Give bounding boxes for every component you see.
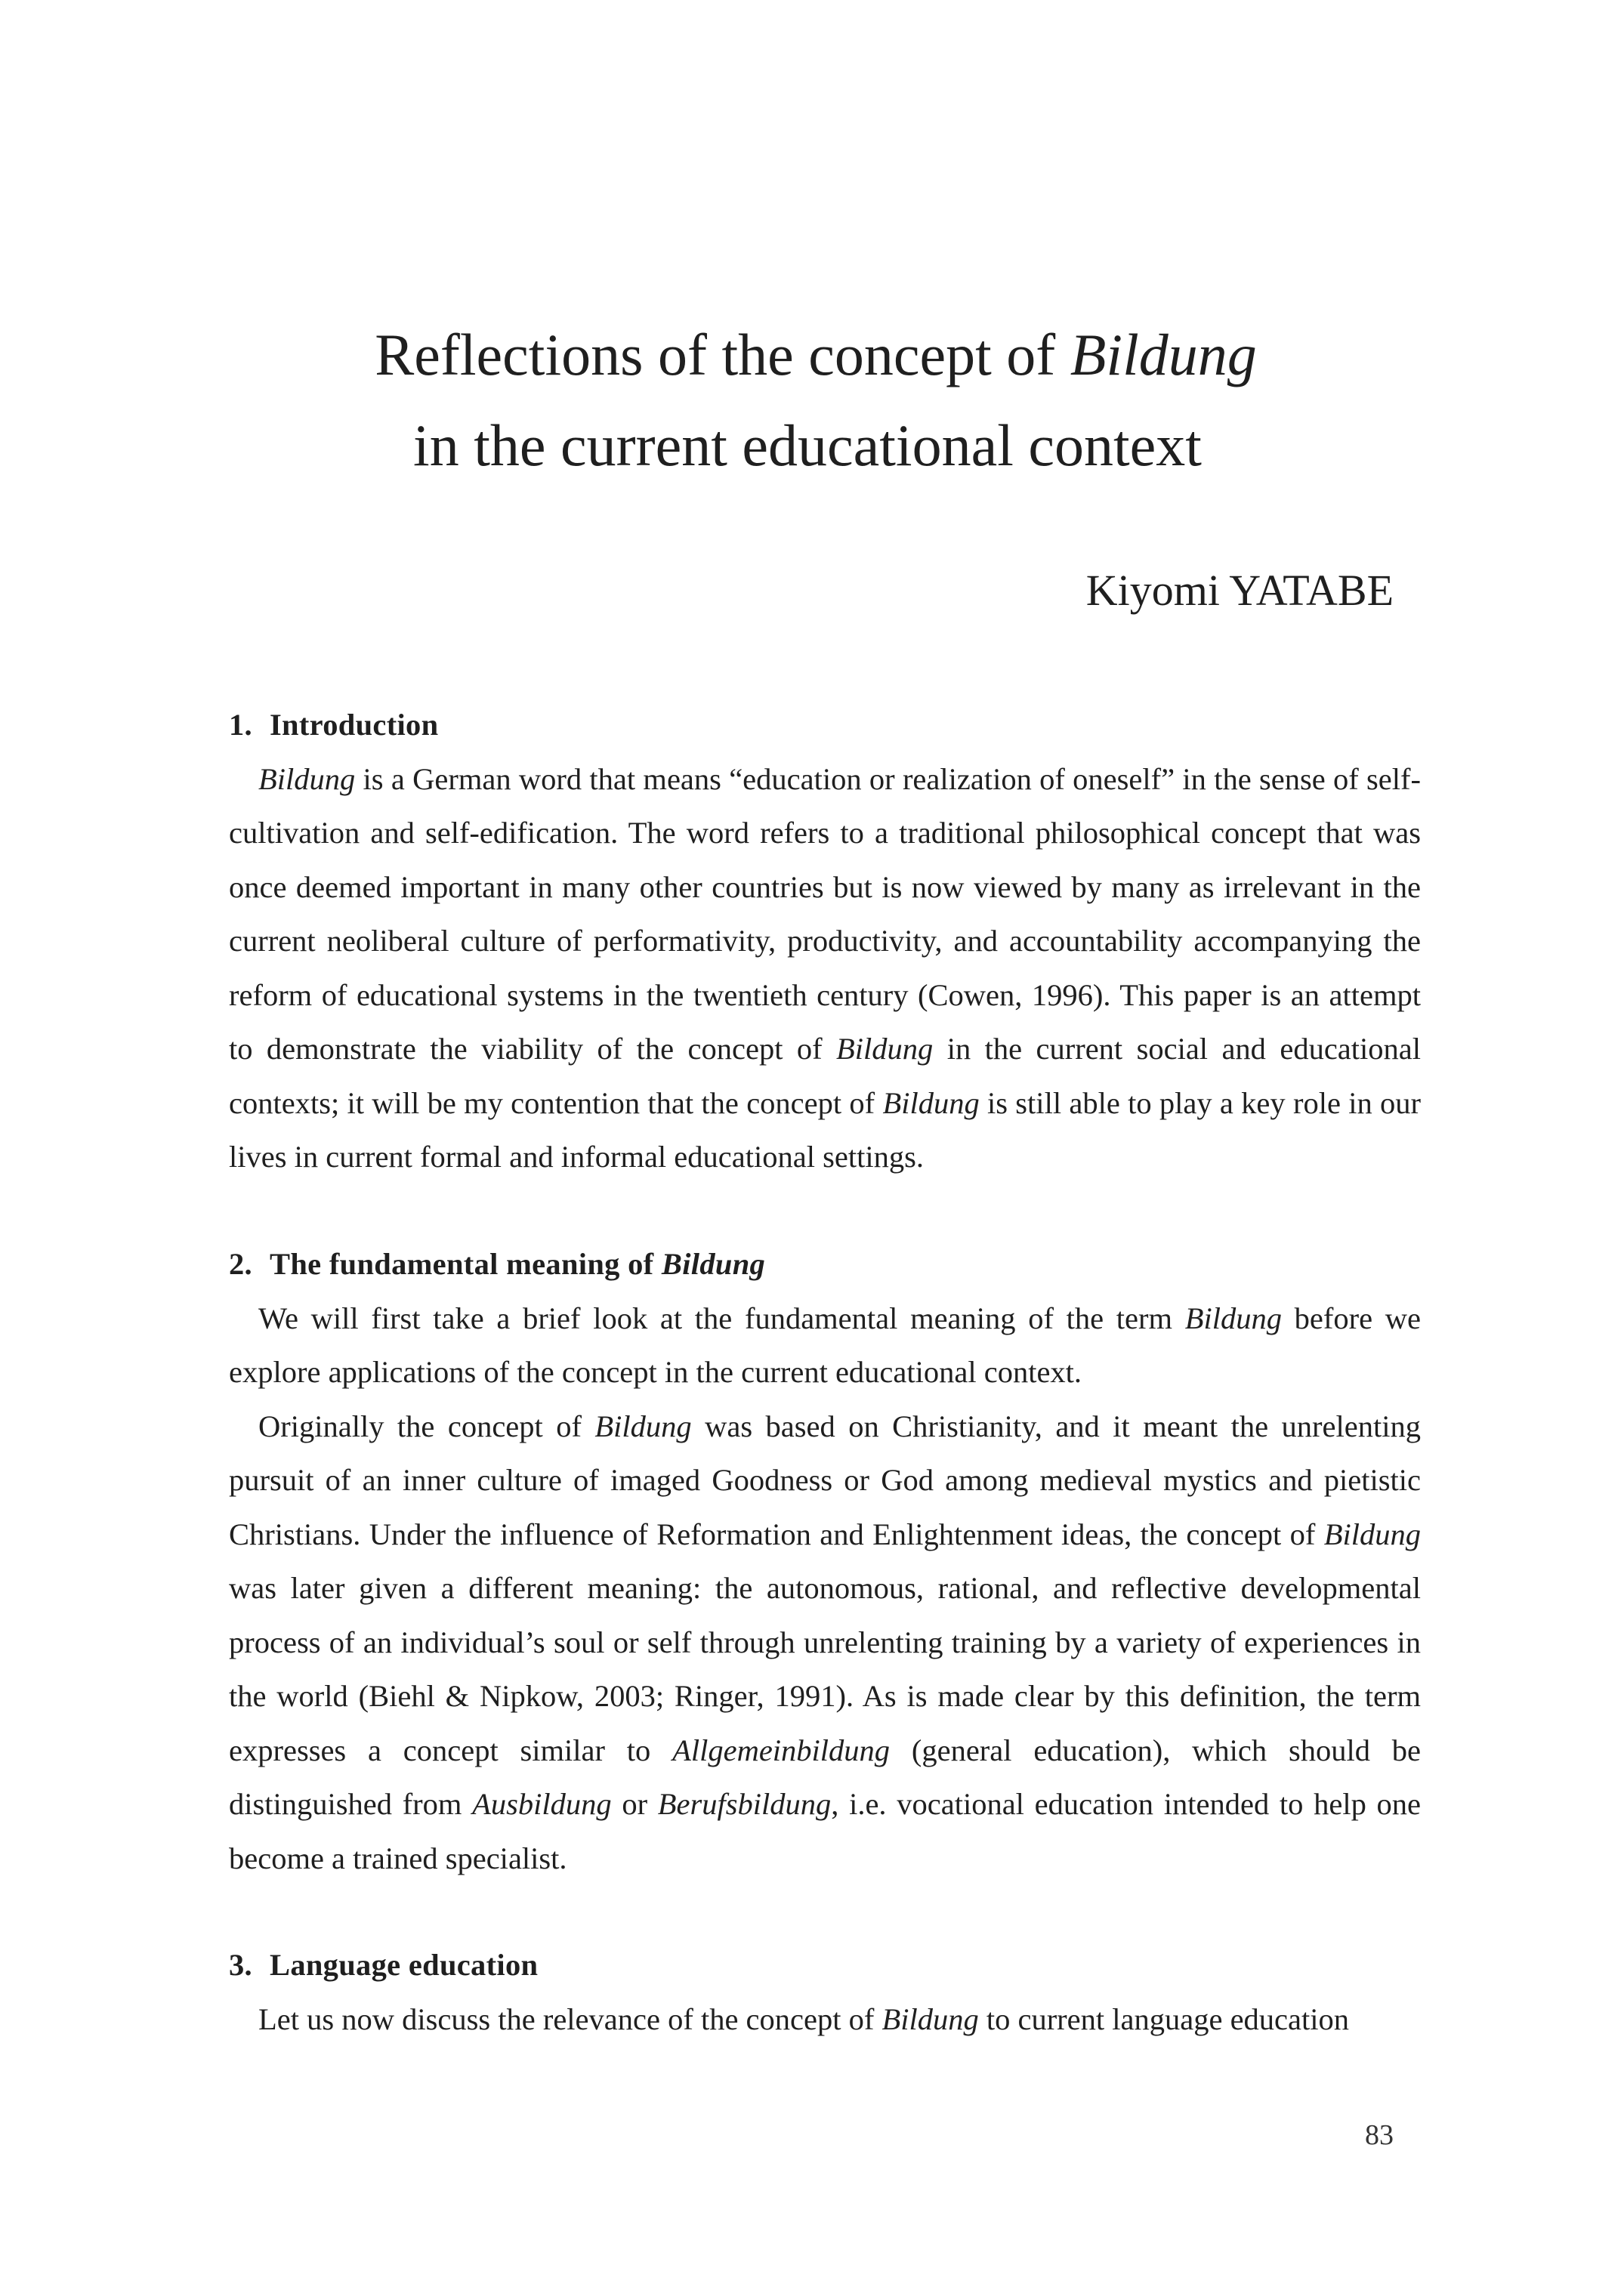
article-title: [0, 310, 1624, 491]
paragraph: Bildung is a German word that means “education or realization of oneself” in the sense of self-cultivation and self-edification. The word refers to a traditional philosophical concept that was once deemed important in many other countries but is now viewed by many as irrelevant in the current neoliberal culture of performativity, productivity, and accountability accompanying the reform of educational systems in the twentieth century (Cowen, 1996). This paper is an attempt to demonstrate the viability of the concept of Bildung in the current social and educational contexts; it will be my contention that the concept of Bildung is still able to play a key role in our lives in current formal and informal educational settings.: [229, 761, 1422, 1174]
section-heading: [229, 1938, 1421, 1992]
section-number: 1.: [229, 708, 252, 742]
section-introduction: [229, 698, 1421, 1184]
paragraph: We will first take a brief look at the fundamental meaning of the term Bildung before we explore applications of the concept in the current educational context.: [229, 1301, 1421, 1389]
section-number: 3.: [229, 1948, 252, 1982]
section-title: Introduction: [270, 708, 439, 742]
section-language-education: [229, 1938, 1421, 2046]
section-number: 2.: [229, 1247, 252, 1281]
section-heading: 2. The fundamental meaning of Bildung: [229, 1237, 1421, 1292]
paragraph: Let us now discuss the relevance of the concept of Bildung to current language education: [258, 2001, 1350, 2036]
section-title: Language education: [270, 1948, 539, 1982]
section-heading: [229, 698, 1421, 752]
author-name: Kiyomi YATABE: [1085, 566, 1394, 615]
title-line-1: Reflections of the concept of Bildung: [375, 322, 1257, 387]
title-line-2: in the current educational context: [413, 412, 1202, 478]
title-italic-term: Bildung: [1070, 322, 1257, 387]
section-fundamental-meaning: [229, 1237, 1421, 1885]
page-number: 83: [1365, 2119, 1394, 2151]
section-title: The fundamental meaning of: [270, 1247, 662, 1281]
paragraph: Originally the concept of Bildung was based on Christianity, and it meant the unrelenting pursuit of an inner culture of imaged Goodness or God among medieval mystics and pietistic Christians. Under the influence of Reformation and Enlightenment ideas, the concept of Bildung was later given a different meaning: the autonomous, rational, and reflective developmental process of an individual’s soul or self through unrelenting training by a variety of experiences in the world (Biehl & Nipkow, 2003; Ringer, 1991). As is made clear by this definition, the term expresses a concept similar to Allgemeinbildung (general education), which should be distinguished from Ausbildung or Berufsbildung, i.e. vocational education intended to help one become a trained specialist.: [229, 1409, 1421, 1875]
